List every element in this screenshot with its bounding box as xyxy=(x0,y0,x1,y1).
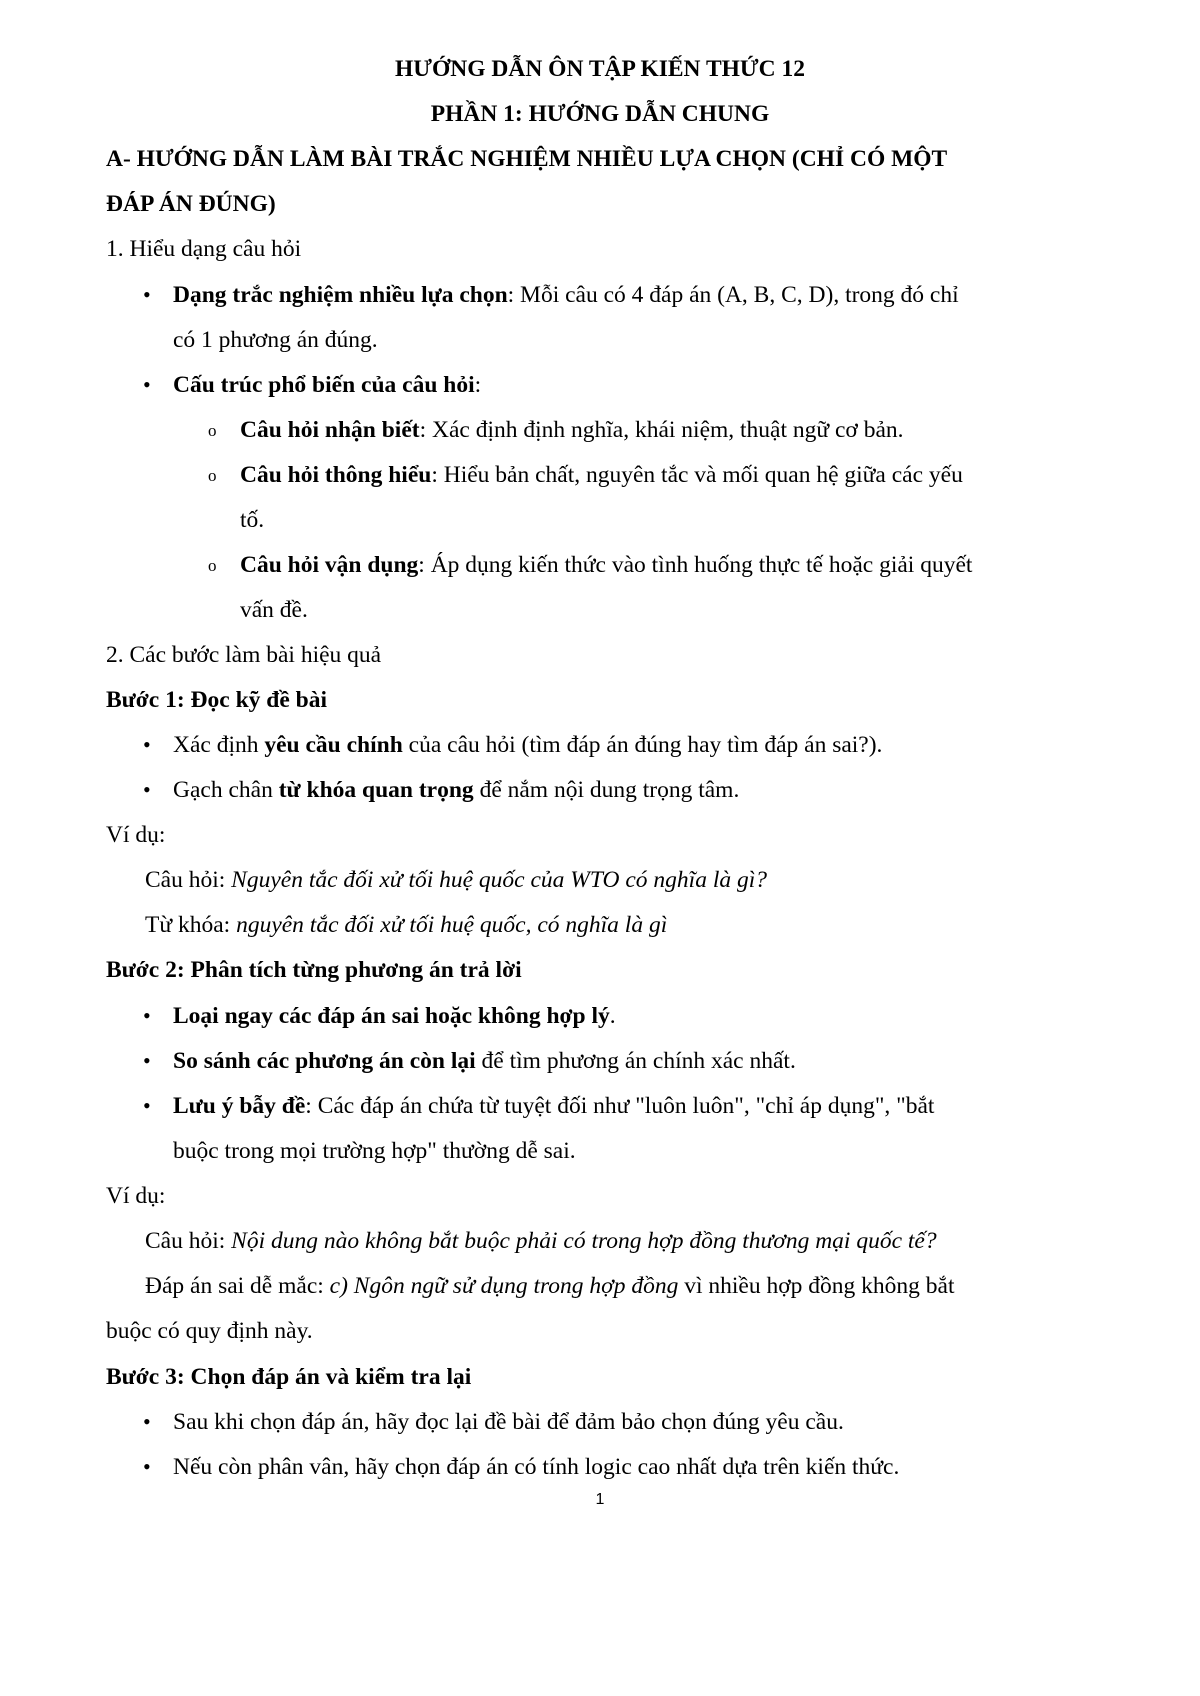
list-item-text: : xyxy=(474,372,482,398)
example-label: Ví dụ: xyxy=(106,1183,166,1209)
list-item-text: Gạch chân xyxy=(173,777,279,803)
list-item xyxy=(173,1001,616,1031)
example-keywords xyxy=(145,910,667,940)
example-question xyxy=(145,1226,937,1256)
list-item-text: Xác định xyxy=(173,732,265,758)
bullet-marker: • xyxy=(143,372,151,397)
example-question-label: Câu hỏi: xyxy=(145,1228,232,1254)
list-item xyxy=(173,280,959,310)
term: từ khóa quan trọng xyxy=(278,777,474,803)
bullet-marker: • xyxy=(143,777,151,802)
page-number: 1 xyxy=(595,1491,605,1508)
term: Câu hỏi nhận biết xyxy=(240,417,420,443)
list-item-cont: có 1 phương án đúng. xyxy=(173,327,378,353)
section-a-title: A- HƯỚNG DẪN LÀM BÀI TRẮC NGHIỆM NHIỀU LỰA CHỌN (CHỈ CÓ MỘT xyxy=(106,146,948,172)
list-item xyxy=(173,370,481,400)
sub-list-item-cont: vấn đề. xyxy=(240,597,308,623)
step-2-title: Bước 2: Phân tích từng phương án trả lời xyxy=(106,957,522,983)
list-item-text: : Các đáp án chứa từ tuyệt đối như "luôn luôn", "chỉ áp dụng", "bắt xyxy=(305,1093,935,1119)
term: Dạng trắc nghiệm nhiều lựa chọn xyxy=(173,282,508,308)
list-item: Sau khi chọn đáp án, hãy đọc lại đề bài để đảm bảo chọn đúng yêu cầu. xyxy=(173,1409,844,1435)
example-answer-reason: vì nhiều hợp đồng không bắt xyxy=(678,1273,955,1299)
example-answer-cont: buộc có quy định này. xyxy=(106,1318,313,1344)
bullet-marker: • xyxy=(143,1409,151,1434)
sub-list-item-cont: tố. xyxy=(240,507,265,533)
list-item-text: : Mỗi câu có 4 đáp án (A, B, C, D), trong đó chỉ xyxy=(507,282,959,308)
example-answer-label: Đáp án sai dễ mắc: xyxy=(145,1273,330,1299)
step-1-title: Bước 1: Đọc kỹ đề bài xyxy=(106,687,327,713)
sub-list-item xyxy=(240,460,963,490)
sub-bullet-marker: o xyxy=(208,421,217,440)
step-3-title: Bước 3: Chọn đáp án và kiểm tra lại xyxy=(106,1364,472,1390)
example-question-text: Nguyên tắc đối xử tối huệ quốc của WTO có nghĩa là gì? xyxy=(231,867,768,893)
bullet-marker: • xyxy=(143,1454,151,1479)
term: Cấu trúc phổ biến của câu hỏi xyxy=(173,372,475,398)
example-question-text: Nội dung nào không bắt buộc phải có trong hợp đồng thương mại quốc tế? xyxy=(231,1228,937,1254)
list-item-text: để nắm nội dung trọng tâm. xyxy=(473,777,740,803)
bullet-marker: • xyxy=(143,1003,151,1028)
sub-list-item-text: : Áp dụng kiến thức vào tình huống thực tế hoặc giải quyết xyxy=(418,552,973,578)
heading-1: 1. Hiểu dạng câu hỏi xyxy=(106,236,302,262)
term: Loại ngay các đáp án sai hoặc không hợp lý xyxy=(173,1003,610,1029)
doc-title: HƯỚNG DẪN ÔN TẬP KIẾN THỨC 12 xyxy=(395,56,805,82)
example-question-label: Câu hỏi: xyxy=(145,867,232,893)
bullet-marker: • xyxy=(143,1093,151,1118)
example-answer-text: c) Ngôn ngữ sử dụng trong hợp đồng xyxy=(329,1273,679,1299)
example-label: Ví dụ: xyxy=(106,822,166,848)
example-answer xyxy=(145,1271,954,1301)
sub-list-item xyxy=(240,550,972,580)
term: yêu cầu chính xyxy=(264,732,403,758)
bullet-marker: • xyxy=(143,732,151,757)
list-item xyxy=(173,1091,934,1121)
list-item: Nếu còn phân vân, hãy chọn đáp án có tính logic cao nhất dựa trên kiến thức. xyxy=(173,1454,900,1480)
heading-2: 2. Các bước làm bài hiệu quả xyxy=(106,642,382,668)
example-keywords-label: Từ khóa: xyxy=(145,912,237,938)
sub-list-item xyxy=(240,415,904,445)
term: Câu hỏi vận dụng xyxy=(240,552,419,578)
list-item xyxy=(173,1046,796,1076)
example-question xyxy=(145,865,767,895)
sub-bullet-marker: o xyxy=(208,556,217,575)
list-item xyxy=(173,730,882,760)
list-item-text: . xyxy=(609,1003,616,1029)
list-item-text: của câu hỏi (tìm đáp án đúng hay tìm đáp án sai?). xyxy=(402,732,883,758)
bullet-marker: • xyxy=(143,282,151,307)
example-keywords-text: nguyên tắc đối xử tối huệ quốc, có nghĩa là gì xyxy=(236,912,668,938)
list-item-text: để tìm phương án chính xác nhất. xyxy=(475,1048,796,1074)
term: So sánh các phương án còn lại xyxy=(173,1048,476,1074)
sub-list-item-text: : Hiểu bản chất, nguyên tắc và mối quan hệ giữa các yếu xyxy=(431,462,963,488)
list-item xyxy=(173,775,739,805)
term: Câu hỏi thông hiểu xyxy=(240,462,432,488)
part-title: PHẦN 1: HƯỚNG DẪN CHUNG xyxy=(430,101,770,127)
sub-list-item-text: : Xác định định nghĩa, khái niệm, thuật ngữ cơ bản. xyxy=(419,417,904,443)
section-a-title-cont: ĐÁP ÁN ĐÚNG) xyxy=(106,191,276,217)
sub-bullet-marker: o xyxy=(208,466,217,485)
term: Lưu ý bẫy đề xyxy=(173,1093,306,1119)
list-item-cont: buộc trong mọi trường hợp" thường dễ sai. xyxy=(173,1138,576,1164)
bullet-marker: • xyxy=(143,1048,151,1073)
